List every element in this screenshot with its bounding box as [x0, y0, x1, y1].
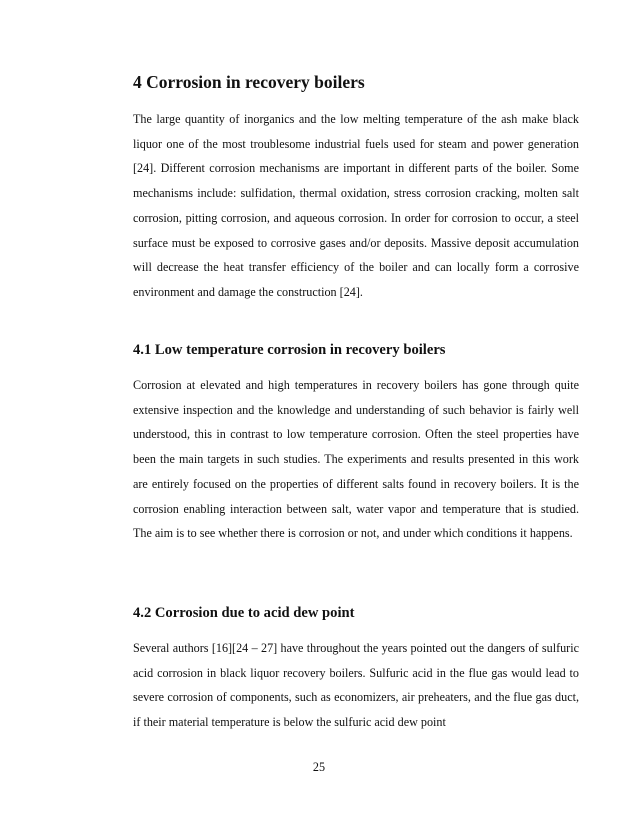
section-paragraph-4: The large quantity of inorganics and the low melting temperature of the ash make black liquor one of the most troublesome industrial fuels used for steam and power generation [24]. Different corrosion mechanisms are important in different parts of the boiler. Some mechanisms include: sulfidation, thermal oxidation, stress corrosion cracking, molten salt corrosion, pitting corrosion, and aqueous corrosion. In order for corrosion to occur, a steel surface must be exposed to corrosive gases and/or deposits. Massive deposit accumulation will decrease the heat transfer efficiency of the boiler and can locally form a corrosive environment and damage the construction [24].: [133, 112, 579, 299]
document-page: [133, 0, 579, 826]
section-paragraph-4-1: Corrosion at elevated and high temperatures in recovery boilers has gone through quite extensive inspection and the knowledge and understanding of such behavior is fairly well understood, this in contrast to low temperature corrosion. Often the steel properties have been the main targets in such studies. The experiments and results presented in this work are entirely focused on the properties of different salts found in recovery boilers. It is the corrosion enabling interaction between salt, water vapor and temperature that is studied. The aim is to see whether there is corrosion or not, and under which conditions it happens.: [133, 378, 579, 541]
section-paragraph-4-2: Several authors [16][24 – 27] have throughout the years pointed out the dangers of sulfuric acid corrosion in black liquor recovery boilers. Sulfuric acid in the flue gas would lead to severe corrosion of components, such as economizers, air preheaters, and the flue gas duct, if their material temperature is below the sulfuric acid dew point: [133, 641, 579, 730]
section-heading-4-2: 4.2 Corrosion due to acid dew point: [133, 605, 355, 621]
page-number: 25: [312, 760, 326, 774]
section-heading-4-1: 4.1 Low temperature corrosion in recovery boilers: [133, 342, 446, 358]
section-heading-4: 4 Corrosion in recovery boilers: [133, 72, 365, 92]
